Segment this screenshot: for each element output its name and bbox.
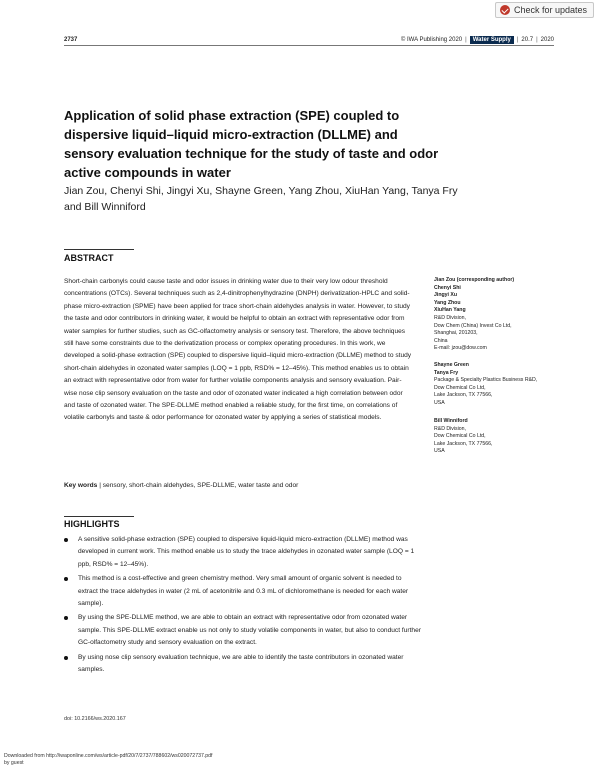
affiliation-line: USA xyxy=(434,448,445,455)
affiliation-author-name: Tanya Fry xyxy=(434,369,459,376)
highlight-item: This method is a cost-effective and green chemistry method. Very small amount of organic solvent is needed to extract the trace aldehydes in water (2 mL of acetonitrile and 0.3 mL of dichloromethane is needed for each water sample). xyxy=(64,573,422,610)
keywords-separator: | xyxy=(99,482,103,489)
affiliation-line: Package & Specialty Plastics Business R&D, xyxy=(434,377,538,384)
running-header xyxy=(64,36,554,44)
highlight-item: By using nose clip sensory evaluation technique, we are able to identify the taste contributors in ozonated water samples. xyxy=(64,652,422,677)
footer-guest-line: by guest xyxy=(4,760,24,766)
affiliation-block xyxy=(434,277,564,353)
separator: | xyxy=(536,37,538,43)
check-updates-icon xyxy=(500,5,510,15)
affiliation-line: Dow Chemical Co Ltd, xyxy=(434,384,486,391)
affiliation-line: Lake Jackson, TX 77566, xyxy=(434,392,493,399)
affiliation-line: Shanghai, 201203, xyxy=(434,330,478,337)
abstract-text: Short-chain carbonyls could cause taste and odor issues in drinking water due to their very low odour threshold concentrations (OTCs). Several techniques such as 2,4-dinitrophenylhydrazine (DNPH) derivatization-HPLC and solid-phase micro-extraction (SPME) have been applied for trace short-chain aldehydes analysis in water. However, to study the taste and odor contributors in drinking water, it would be helpful to obtain an extract with representative odor from water samples for further studies, such as GC-olfactometry analysis or sensory test. Therefore, the above techniques still have some constraints due to the derivatization process or complex operating procedures. In this work, we developed a solid-phase extraction (SPE) coupled to dispersive liquid–liquid micro-extraction (DLLME) method to study short-chain aldehydes in ozonated water samples (LOQ = 1 ppb, RSD% = 12–45%). This method enables us to obtain an extract with representative odor from water for further volatile components analysis and sensory evaluation. Pair-wise nose clip sensory evaluation on the taste and odor of ozonated water indicated a high correlation between odor and taste of ozonated water. The SPE-DLLME method enabled a reliable study, for the first time, on correlations of volatile carbonyls and taste & odor performance for ozonated water by applying a series of statistical models. xyxy=(64,278,412,422)
affiliation-line: Lake Jackson, TX 77566, xyxy=(434,440,493,447)
highlight-item: A sensitive solid-phase extraction (SPE) coupled to dispersive liquid-liquid micro-extraction (DLLME) method was developed in current work. This method enable us to study the trace aldehydes in ozonated water sample (LOQ = 1 ppb, RSD% = 12–45%). xyxy=(64,534,422,571)
keywords-label: Key words xyxy=(64,482,98,489)
publisher: © IWA Publishing 2020 xyxy=(400,37,463,43)
journal-info xyxy=(401,36,554,44)
abstract-rule xyxy=(64,249,134,250)
volume-issue: 20.7 xyxy=(521,37,534,43)
affiliation-author-name: Bill Winniford xyxy=(434,418,468,424)
highlights-heading: HIGHLIGHTS xyxy=(64,519,120,529)
highlights-list xyxy=(64,534,422,678)
affiliation-line: R&D Division, xyxy=(434,425,466,432)
separator: | xyxy=(516,37,519,43)
affiliation-line: USA xyxy=(434,399,445,406)
year: 2020 xyxy=(540,37,554,43)
footer-download-line[interactable]: Downloaded from http://iwaponline.com/ws/article-pdf/20/7/2737/788602/ws020072737.pdf xyxy=(4,753,213,759)
separator: | xyxy=(465,37,467,43)
check-for-updates-button[interactable] xyxy=(495,2,594,18)
affiliation-line: Dow Chemical Co Ltd, xyxy=(434,433,486,440)
affiliation-author-name: Jian Zou (corresponding author) xyxy=(434,277,515,283)
article-title: Application of solid phase extraction (SPE) coupled to dispersive liquid–liquid micro-extraction (DLLME) and sensory evaluation technique for the study of taste and odor active compounds in water xyxy=(64,108,439,180)
affiliation-block xyxy=(434,362,564,408)
affiliation-author-name: Chenyi Shi xyxy=(434,284,461,291)
affiliation-line: E-mail: jzou@dow.com xyxy=(434,345,487,352)
download-footer xyxy=(4,753,213,767)
article-authors: Jian Zou, Chenyi Shi, Jingyi Xu, Shayne Green, Yang Zhou, XiuHan Yang, Tanya Fry and Bill Winniford xyxy=(64,185,458,213)
journal-name[interactable]: Water Supply xyxy=(470,36,514,44)
doi[interactable]: doi: 10.2166/ws.2020.167 xyxy=(64,716,126,722)
highlight-item: By using the SPE-DLLME method, we are able to obtain an extract with representative odor from ozonated water sample. This SPE-DLLME extract enable us not only to study volatile components in water, but also to conduct further GC-olfactometry study and sensory evaluation on the extract. xyxy=(64,612,422,649)
highlights-rule xyxy=(64,516,134,517)
affiliation-line: Dow Chem (China) Invest Co Ltd, xyxy=(434,322,512,329)
keywords xyxy=(64,482,414,489)
affiliation-author-name: Shayne Green xyxy=(434,362,469,368)
abstract-heading: ABSTRACT xyxy=(64,253,114,263)
header-rule xyxy=(64,45,554,46)
keywords-text: sensory, short-chain aldehydes, SPE-DLLME, water taste and odor xyxy=(102,482,299,489)
affiliation-line: R&D Division, xyxy=(434,314,466,321)
affiliation-author-name: XiuHan Yang xyxy=(434,307,466,314)
page-number: 2737 xyxy=(64,37,78,43)
affiliation-author-name: Yang Zhou xyxy=(434,299,461,306)
check-for-updates-label: Check for updates xyxy=(513,5,587,15)
affiliation-block xyxy=(434,418,564,456)
affiliation-line: China xyxy=(434,337,448,344)
affiliation-author-name: Jingyi Xu xyxy=(434,292,458,299)
